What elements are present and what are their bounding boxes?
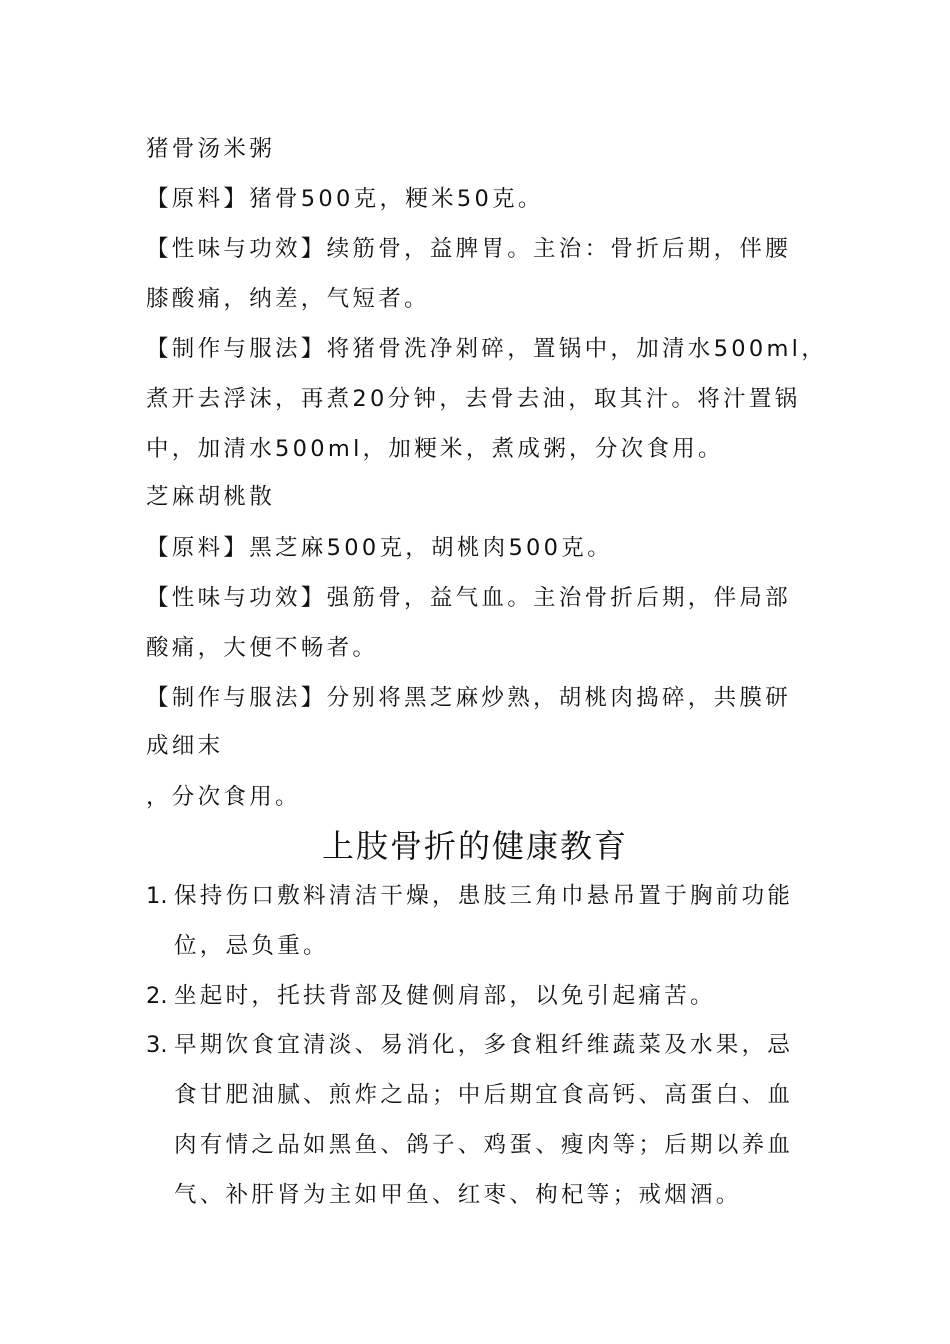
recipe1-ingredients: 【原料】猪骨500克，粳米50克。 [146,186,544,212]
list-item-line: 肉有情之品如黑鱼、鸽子、鸡蛋、瘦肉等；后期以养血 [174,1132,794,1158]
list-item-number: 2. [146,983,168,1009]
list-item-line: 位，忌负重。 [174,933,329,959]
list-item-line: 坐起时，托扶背部及健侧肩部，以免引起痛苦。 [174,983,716,1009]
section-title: 上肢骨折的健康教育 [321,827,628,865]
recipe1-effects-line: 膝酸痛，纳差，气短者。 [146,286,430,312]
recipe2-ingredients: 【原料】黑芝麻500克，胡桃肉500克。 [146,535,613,561]
recipe2-method-line: ，分次食用。 [146,784,301,810]
list-item-line: 早期饮食宜清淡、易消化，多食粗纤维蔬菜及水果，忌 [174,1032,794,1058]
recipe1-method-line: 煮开去浮沫，再煮20分钟，去骨去油，取其汁。将汁置锅 [146,386,801,412]
list-item-line: 保持伤口敷料清洁干燥，患肢三角巾悬吊置于胸前功能 [174,883,794,909]
list-item-line: 食甘肥油腻、煎炸之品；中后期宜食高钙、高蛋白、血 [174,1082,794,1108]
recipe-title-pork-bone-porridge: 猪骨汤米粥 [146,136,276,162]
list-item-number: 1. [146,883,168,909]
list-item-line: 气、补肝肾为主如甲鱼、红枣、枸杞等；戒烟酒。 [174,1182,742,1208]
list-item-number: 3. [146,1032,168,1058]
recipe1-method-line: 中，加清水500ml，加粳米，煮成粥，分次食用。 [146,436,724,462]
recipe-title-sesame-walnut-powder: 芝麻胡桃散 [146,484,276,510]
recipe2-method-line: 成细末 [146,733,224,759]
recipe1-effects-line: 【性味与功效】续筋骨，益脾胃。主治：骨折后期，伴腰 [146,236,792,262]
recipe1-method-line: 【制作与服法】将猪骨洗净剁碎，置锅中，加清水500ml， [146,336,828,362]
recipe2-effects-line: 【性味与功效】强筋骨，益气血。主治骨折后期，伴局部 [146,585,792,611]
recipe2-effects-line: 酸痛，大便不畅者。 [146,635,379,661]
recipe2-method-line: 【制作与服法】分别将黑芝麻炒熟，胡桃肉捣碎，共膜研 [146,685,792,711]
